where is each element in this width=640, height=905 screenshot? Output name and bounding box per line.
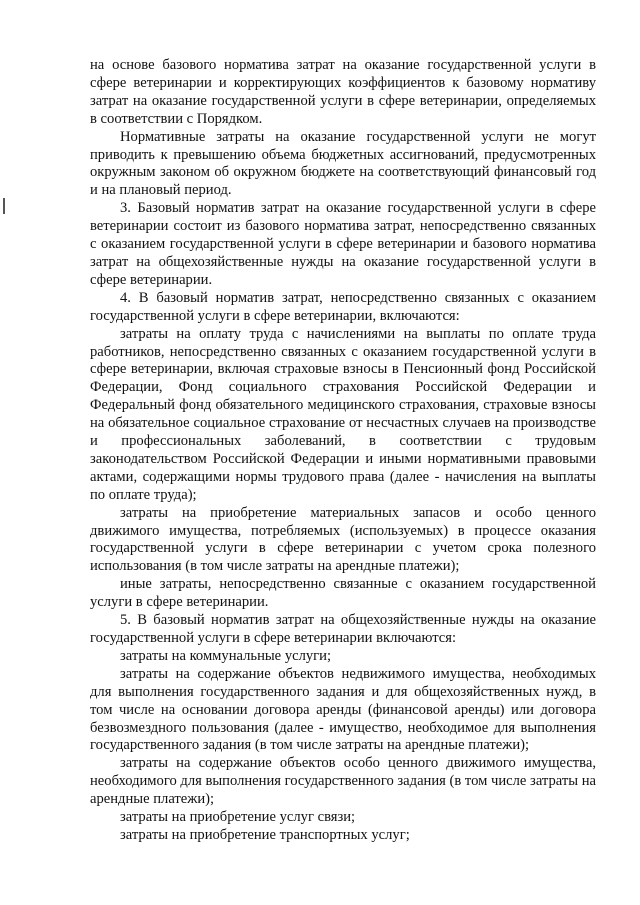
paragraph: затраты на оплату труда с начислениями на выплаты по оплате труда работников, непосредственно связанных с оказанием государственной услуги в сфере ветеринарии, включая страховые взносы в Пенсионный фонд Российской Федерации, Фонд социального страхования Российской Федерации и Федеральный фонд обязательного медицинского страхования, страховые взносы на обязательное социальное страхование от несчастных случаев на производстве и профессиональных заболеваний, в соответствии с трудовым законодательством Российской Федерации и иными нормативными правовыми актами, содержащими нормы трудового права (далее - начисления на выплаты по оплате труда);: [90, 325, 596, 503]
paragraph: 4. В базовый норматив затрат, непосредственно связанных с оказанием государственной услуги в сфере ветеринарии, включаются:: [90, 289, 596, 324]
paragraph: иные затраты, непосредственно связанные с оказанием государственной услуги в сфере ветеринарии.: [90, 576, 596, 611]
paragraph: 3. Базовый норматив затрат на оказание государственной услуги в сфере ветеринарии состоит из базового норматива затрат, непосредственно связанных с оказанием государственной услуги в сфере ветеринарии и базового норматива затрат на общехозяйственные нужды на оказание государственной услуги в сфере ветеринарии.: [90, 200, 596, 288]
paragraph: Нормативные затраты на оказание государственной услуги не могут приводить к превышению объема бюджетных ассигнований, предусмотренных окружным законом об окружном бюджете на соответствующий финансовый год и на плановый период.: [90, 128, 596, 199]
scan-edge-mark: [3, 198, 5, 214]
paragraph: затраты на содержание объектов особо ценного движимого имущества, необходимого для выполнения государственного задания (в том числе затраты на арендные платежи);: [90, 755, 596, 808]
paragraph: затраты на содержание объектов недвижимого имущества, необходимых для выполнения государственного задания и для общехозяйственных нужд, в том числе на основании договора аренды (финансовой аренды) или договора безвозмездного пользования (далее - имущество, необходимое для выполнения государственного задания (в том числе затраты на арендные платежи);: [90, 665, 596, 754]
paragraph: затраты на приобретение материальных запасов и особо ценного движимого имущества, потребляемых (используемых) в процессе оказания государственной услуги в сфере ветеринарии с учетом срока полезного использования (в том числе затраты на арендные платежи);: [90, 504, 596, 575]
paragraph: 5. В базовый норматив затрат на общехозяйственные нужды на оказание государственной услуги в сфере ветеринарии включаются:: [90, 612, 596, 646]
document-body: [90, 57, 596, 845]
paragraph: затраты на коммунальные услуги;: [120, 647, 332, 664]
paragraph: на основе базового норматива затрат на оказание государственной услуги в сфере ветеринарии и корректирующих коэффициентов к базовому нормативу затрат на оказание государственной услуги в сфере ветеринарии, определяемых в соответствии с Порядком.: [90, 57, 596, 127]
paragraph: затраты на приобретение услуг связи;: [120, 809, 356, 826]
paragraph: затраты на приобретение транспортных услуг;: [120, 826, 410, 843]
